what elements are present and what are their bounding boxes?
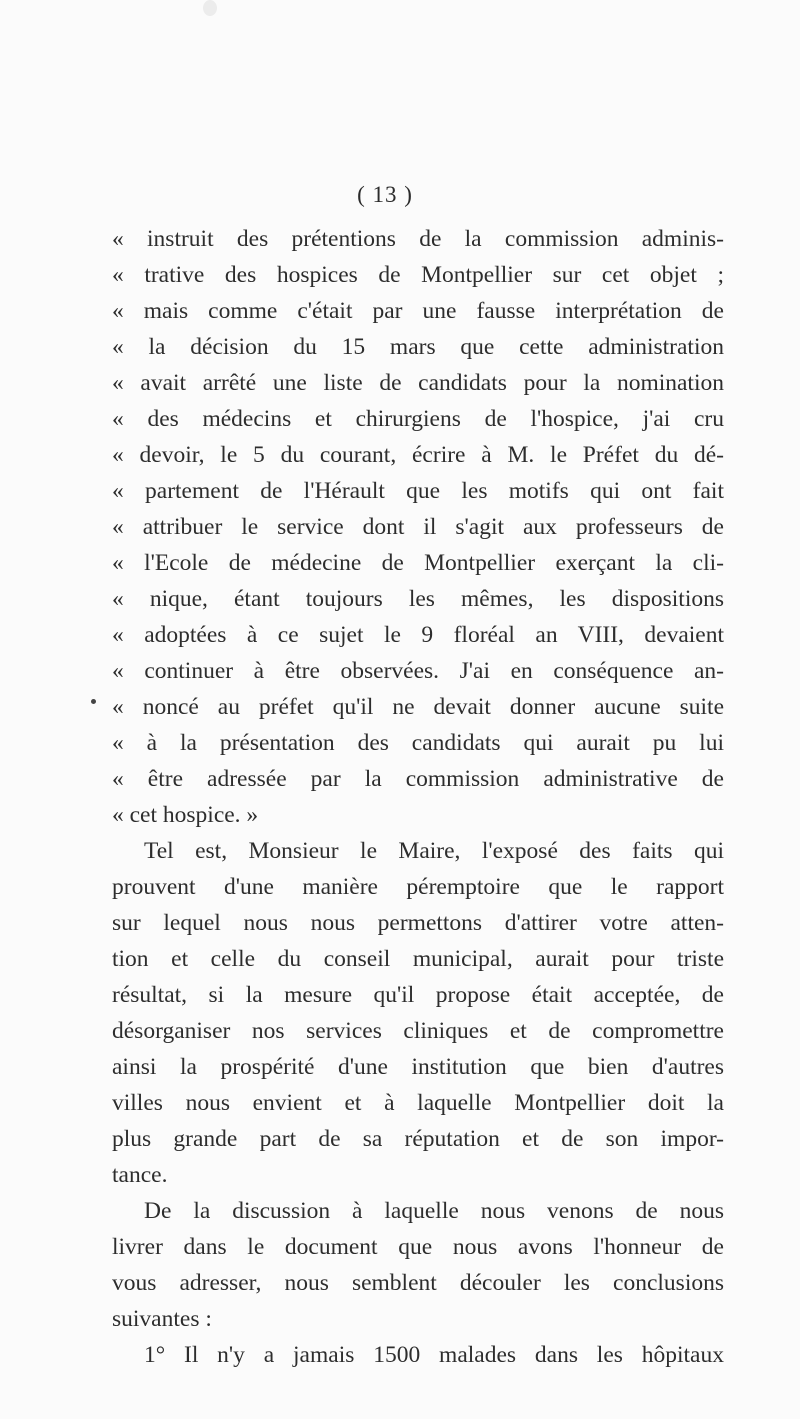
text-line: « instruit des prétentions de la commission adminis- — [112, 226, 724, 252]
text-line: désorganiser nos services cliniques et de compromettre — [112, 1018, 724, 1044]
text-line: « mais comme c'était par une fausse interprétation de — [112, 298, 724, 324]
text-line: livrer dans le document que nous avons l'honneur de — [112, 1234, 724, 1260]
text-line: suivantes : — [112, 1306, 212, 1332]
text-line: « devoir, le 5 du courant, écrire à M. le Préfet du dé- — [112, 442, 724, 468]
page-number: ( 13 ) — [357, 182, 413, 207]
text-line: « l'Ecole de médecine de Montpellier exerçant la cli- — [112, 550, 724, 576]
text-line: tance. — [112, 1162, 168, 1188]
text-line: « continuer à être observées. J'ai en conséquence an- — [112, 658, 724, 684]
text-line: « être adressée par la commission administrative de — [112, 766, 724, 792]
text-line: tion et celle du conseil municipal, aurait pour triste — [112, 946, 724, 972]
text-line: prouvent d'une manière péremptoire que le rapport — [112, 874, 724, 900]
text-line: « cet hospice. » — [112, 802, 259, 828]
text-line: plus grande part de sa réputation et de son impor- — [112, 1126, 724, 1152]
text-line: « nique, étant toujours les mêmes, les dispositions — [112, 586, 724, 612]
text-line: « avait arrêté une liste de candidats pour la nomination — [112, 370, 724, 396]
ink-speck — [91, 699, 96, 704]
text-line: « partement de l'Hérault que les motifs qui ont fait — [112, 478, 724, 504]
text-line: vous adresser, nous semblent découler les conclusions — [112, 1270, 724, 1296]
text-line: sur lequel nous nous permettons d'attirer votre atten- — [112, 910, 724, 936]
text-line: « attribuer le service dont il s'agit aux professeurs de — [112, 514, 724, 540]
text-line: résultat, si la mesure qu'il propose était acceptée, de — [112, 982, 724, 1008]
paragraph-first-line: 1° Il n'y a jamais 1500 malades dans les hôpitaux — [144, 1342, 724, 1368]
text-line: « des médecins et chirurgiens de l'hospice, j'ai cru — [112, 406, 724, 432]
text-line: « noncé au préfet qu'il ne devait donner aucune suite — [112, 694, 724, 720]
text-line: « à la présentation des candidats qui aurait pu lui — [112, 730, 724, 756]
text-line: villes nous envient et à laquelle Montpellier doit la — [112, 1090, 724, 1116]
text-line: « trative des hospices de Montpellier sur cet objet ; — [112, 262, 724, 288]
paragraph-first-line: Tel est, Monsieur le Maire, l'exposé des faits qui — [144, 838, 724, 864]
text-line: « la décision du 15 mars que cette administration — [112, 334, 724, 360]
text-line: « adoptées à ce sujet le 9 floréal an VIII, devaient — [112, 622, 724, 648]
paragraph-first-line: De la discussion à laquelle nous venons de nous — [144, 1198, 724, 1224]
text-line: ainsi la prospérité d'une institution que bien d'autres — [112, 1054, 724, 1080]
